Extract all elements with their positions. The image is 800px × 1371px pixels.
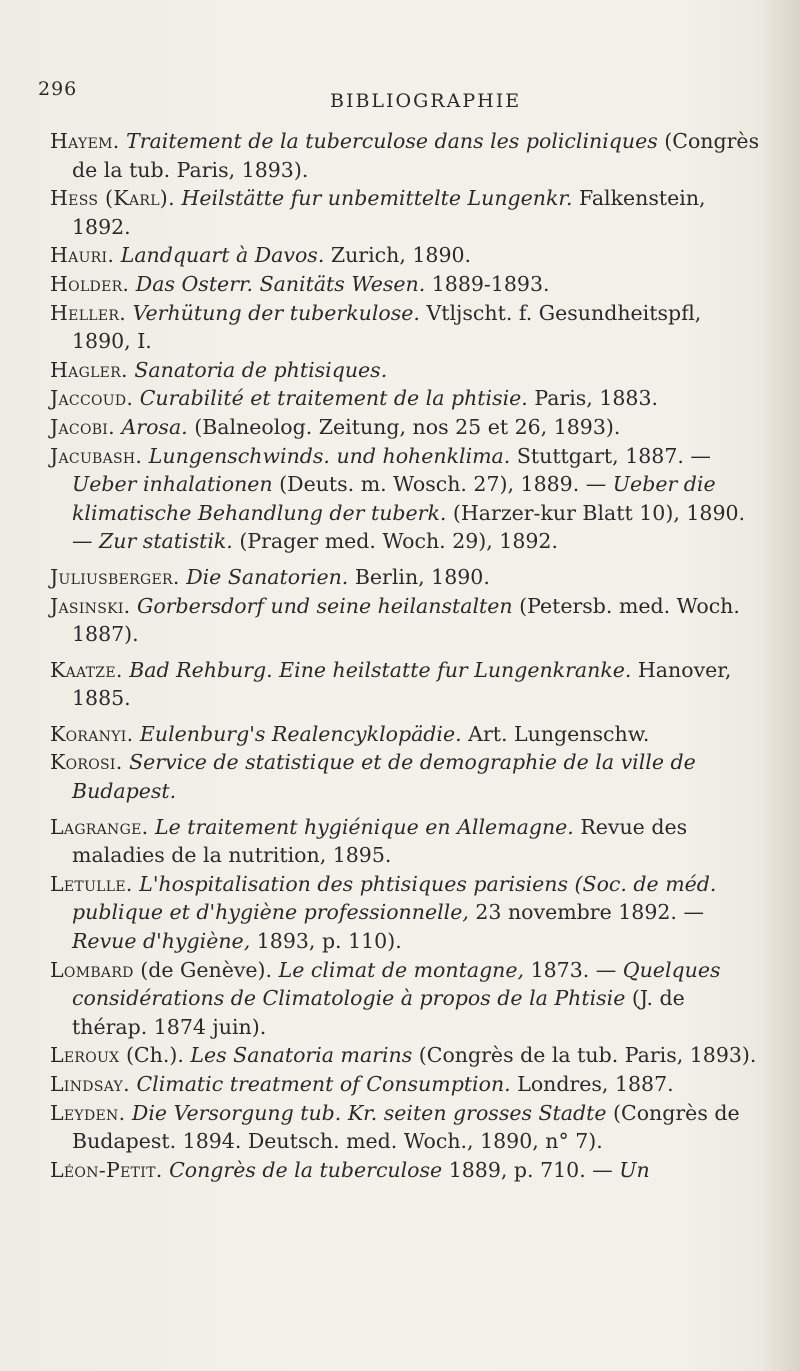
entry-title: L'hospitalisation des phtisiques parisiens (Soc. de méd. publique et d'hygiène professionnelle,	[72, 871, 717, 925]
entry-author-note: (Ch.).	[119, 1043, 191, 1068]
bibliography-list	[50, 127, 762, 1184]
entry-author: Hauri.	[50, 243, 115, 268]
entry-details: Paris, 1883.	[527, 386, 659, 411]
entry-title: Die Sanatorien.	[186, 564, 349, 589]
entry-author: Kaatze.	[50, 657, 123, 682]
entry-details-secondary: 1893, p. 110).	[250, 929, 402, 954]
entry-title: Climatic treatment of Consumption.	[136, 1072, 511, 1096]
entry-author-note: (de Genève).	[133, 957, 279, 982]
entry-author: Lagrange.	[50, 814, 149, 839]
bibliography-entry-lagrange	[50, 813, 762, 870]
entry-details: (Petersb. med. Woch. 1887).	[72, 593, 740, 647]
bibliography-entry-lombard	[50, 956, 762, 1042]
entry-author: Heller.	[50, 300, 127, 325]
entry-details-quaternary: (Prager med. Woch. 29), 1892.	[232, 529, 558, 554]
bibliography-entry-leyden	[50, 1099, 762, 1156]
entry-details: 1889-1893.	[425, 271, 550, 296]
bibliography-entry-hayem	[50, 127, 762, 184]
entry-details: Art. Lungenschw.	[461, 721, 650, 746]
entry-details: 1889, p. 710. —	[442, 1157, 620, 1182]
entry-details: (Congrès de la tub. Paris, 1893).	[412, 1043, 757, 1068]
bibliography-entry-juliusberger	[50, 563, 762, 592]
entry-title-secondary: Quelques considérations de Climatologie à propos de la Phtisie	[72, 957, 721, 1011]
bibliography-entry-leroux	[50, 1041, 762, 1070]
bibliography-entry-holder	[50, 270, 762, 299]
entry-title-secondary: Revue d'hygiène,	[72, 929, 251, 954]
bibliography-entry-jaccoud	[50, 384, 762, 413]
entry-details: Berlin, 1890.	[348, 564, 490, 589]
entry-title: Traitement de la tuberculose dans les policliniques	[126, 129, 658, 153]
bibliography-entry-jacobi	[50, 413, 762, 442]
entry-details: Revue des maladies de la nutrition, 1895.	[72, 814, 688, 868]
entry-title: Les Sanatoria marins	[190, 1043, 413, 1068]
bibliography-entry-heller	[50, 299, 762, 356]
bibliography-entry-jacubash	[50, 442, 762, 556]
entry-details: Hanover, 1885.	[72, 657, 732, 711]
entry-details: Vtljscht. f. Gesundheitspfl, 1890, I.	[72, 300, 702, 354]
entry-author: Jaccoud.	[50, 386, 134, 411]
entry-details: Falkenstein, 1892.	[72, 186, 706, 239]
bibliography-entry-leon-petit	[50, 1156, 762, 1185]
entry-title: Die Versorgung tub. Kr. seiten grosses Stadte	[131, 1100, 607, 1125]
bibliography-entry-koranyi	[50, 720, 762, 749]
entry-author: Letulle.	[50, 871, 133, 896]
bibliography-entry-lindsay	[50, 1070, 762, 1099]
page-number: 296	[38, 78, 78, 100]
entry-title: Bad Rehburg. Eine heilstatte fur Lungenkranke.	[129, 657, 632, 682]
bibliography-entry-hauri	[50, 241, 762, 270]
entry-details-secondary: (J. de thérap. 1874 juin).	[72, 986, 685, 1039]
entry-title: Congrès de la tuberculose	[169, 1157, 443, 1182]
bibliography-entry-korosi	[50, 748, 762, 805]
entry-title: Le climat de montagne,	[278, 957, 525, 982]
entry-title-quaternary: Zur statistik.	[99, 529, 233, 554]
bibliography-entry-jasinski	[50, 592, 762, 649]
entry-title-secondary: Ueber inhalationen	[72, 472, 273, 497]
entry-author: Leyden.	[50, 1100, 126, 1125]
entry-author: Jasinski.	[50, 593, 131, 618]
entry-title: Service de statistique et de demographie de la ville de Budapest.	[72, 750, 696, 804]
entry-details: (Congrès de la tub. Paris, 1893).	[72, 129, 760, 182]
entry-author: Korosi.	[50, 750, 123, 775]
entry-title-secondary: Un	[619, 1157, 650, 1182]
entry-details: 23 novembre 1892. —	[468, 900, 704, 925]
entry-title: Lungenschwinds. und hohenklima.	[148, 443, 511, 468]
entry-author: Hagler.	[50, 357, 128, 382]
entry-title: Gorbersdorf und seine heilanstalten	[137, 593, 513, 618]
entry-details: (Balneolog. Zeitung, nos 25 et 26, 1893).	[187, 414, 621, 439]
entry-author: Leroux	[50, 1043, 120, 1068]
entry-title: Heilstätte fur unbemittelte Lungenkr.	[181, 186, 573, 211]
entry-author: Holder.	[50, 271, 130, 296]
bibliography-entry-kaatze	[50, 656, 762, 713]
bibliography-entry-hess	[50, 184, 762, 241]
entry-details: (Congrès de Budapest. 1894. Deutsch. med. Woch., 1890, n° 7).	[72, 1100, 740, 1154]
entry-author: Hess (Karl).	[50, 186, 175, 211]
running-head: BIBLIOGRAPHIE	[330, 90, 522, 112]
entry-details: Stuttgart, 1887. —	[510, 443, 711, 468]
entry-title: Le traitement hygiénique en Allemagne.	[154, 814, 574, 839]
page-edge-shadow	[760, 0, 800, 1371]
entry-author: Juliusberger.	[50, 564, 180, 589]
entry-author: Koranyi.	[50, 721, 134, 746]
entry-author: Lombard	[50, 957, 134, 982]
entry-title: Landquart à Davos.	[120, 243, 325, 268]
entry-title: Eulenburg's Realencyklopädie.	[139, 721, 462, 746]
entry-title-tertiary: Ueber die klimatische Behandlung der tuberk.	[72, 472, 716, 525]
entry-title: Verhütung der tuberkulose.	[132, 300, 420, 325]
entry-author: Lindsay.	[50, 1072, 130, 1096]
entry-author: Hayem.	[50, 129, 120, 153]
entry-author: Léon-Petit.	[50, 1157, 163, 1182]
entry-author: Jacobi.	[50, 414, 115, 439]
entry-title: Sanatoria de phtisiques.	[134, 357, 388, 382]
entry-title: Das Osterr. Sanitäts Wesen.	[135, 271, 426, 296]
bibliography-entry-letulle	[50, 870, 762, 956]
entry-details: Zurich, 1890.	[324, 243, 472, 268]
entry-details-tertiary: (Harzer-kur Blatt 10), 1890. —	[72, 500, 746, 554]
entry-details: 1873. —	[524, 957, 623, 982]
entry-details: Londres, 1887.	[510, 1072, 674, 1096]
entry-title: Curabilité et traitement de la phtisie.	[139, 386, 528, 411]
entry-title: Arosa.	[121, 414, 188, 439]
entry-author: Jacubash.	[50, 443, 143, 468]
entry-details-secondary: (Deuts. m. Wosch. 27), 1889. —	[272, 472, 613, 497]
bibliography-entry-hagler	[50, 356, 762, 385]
